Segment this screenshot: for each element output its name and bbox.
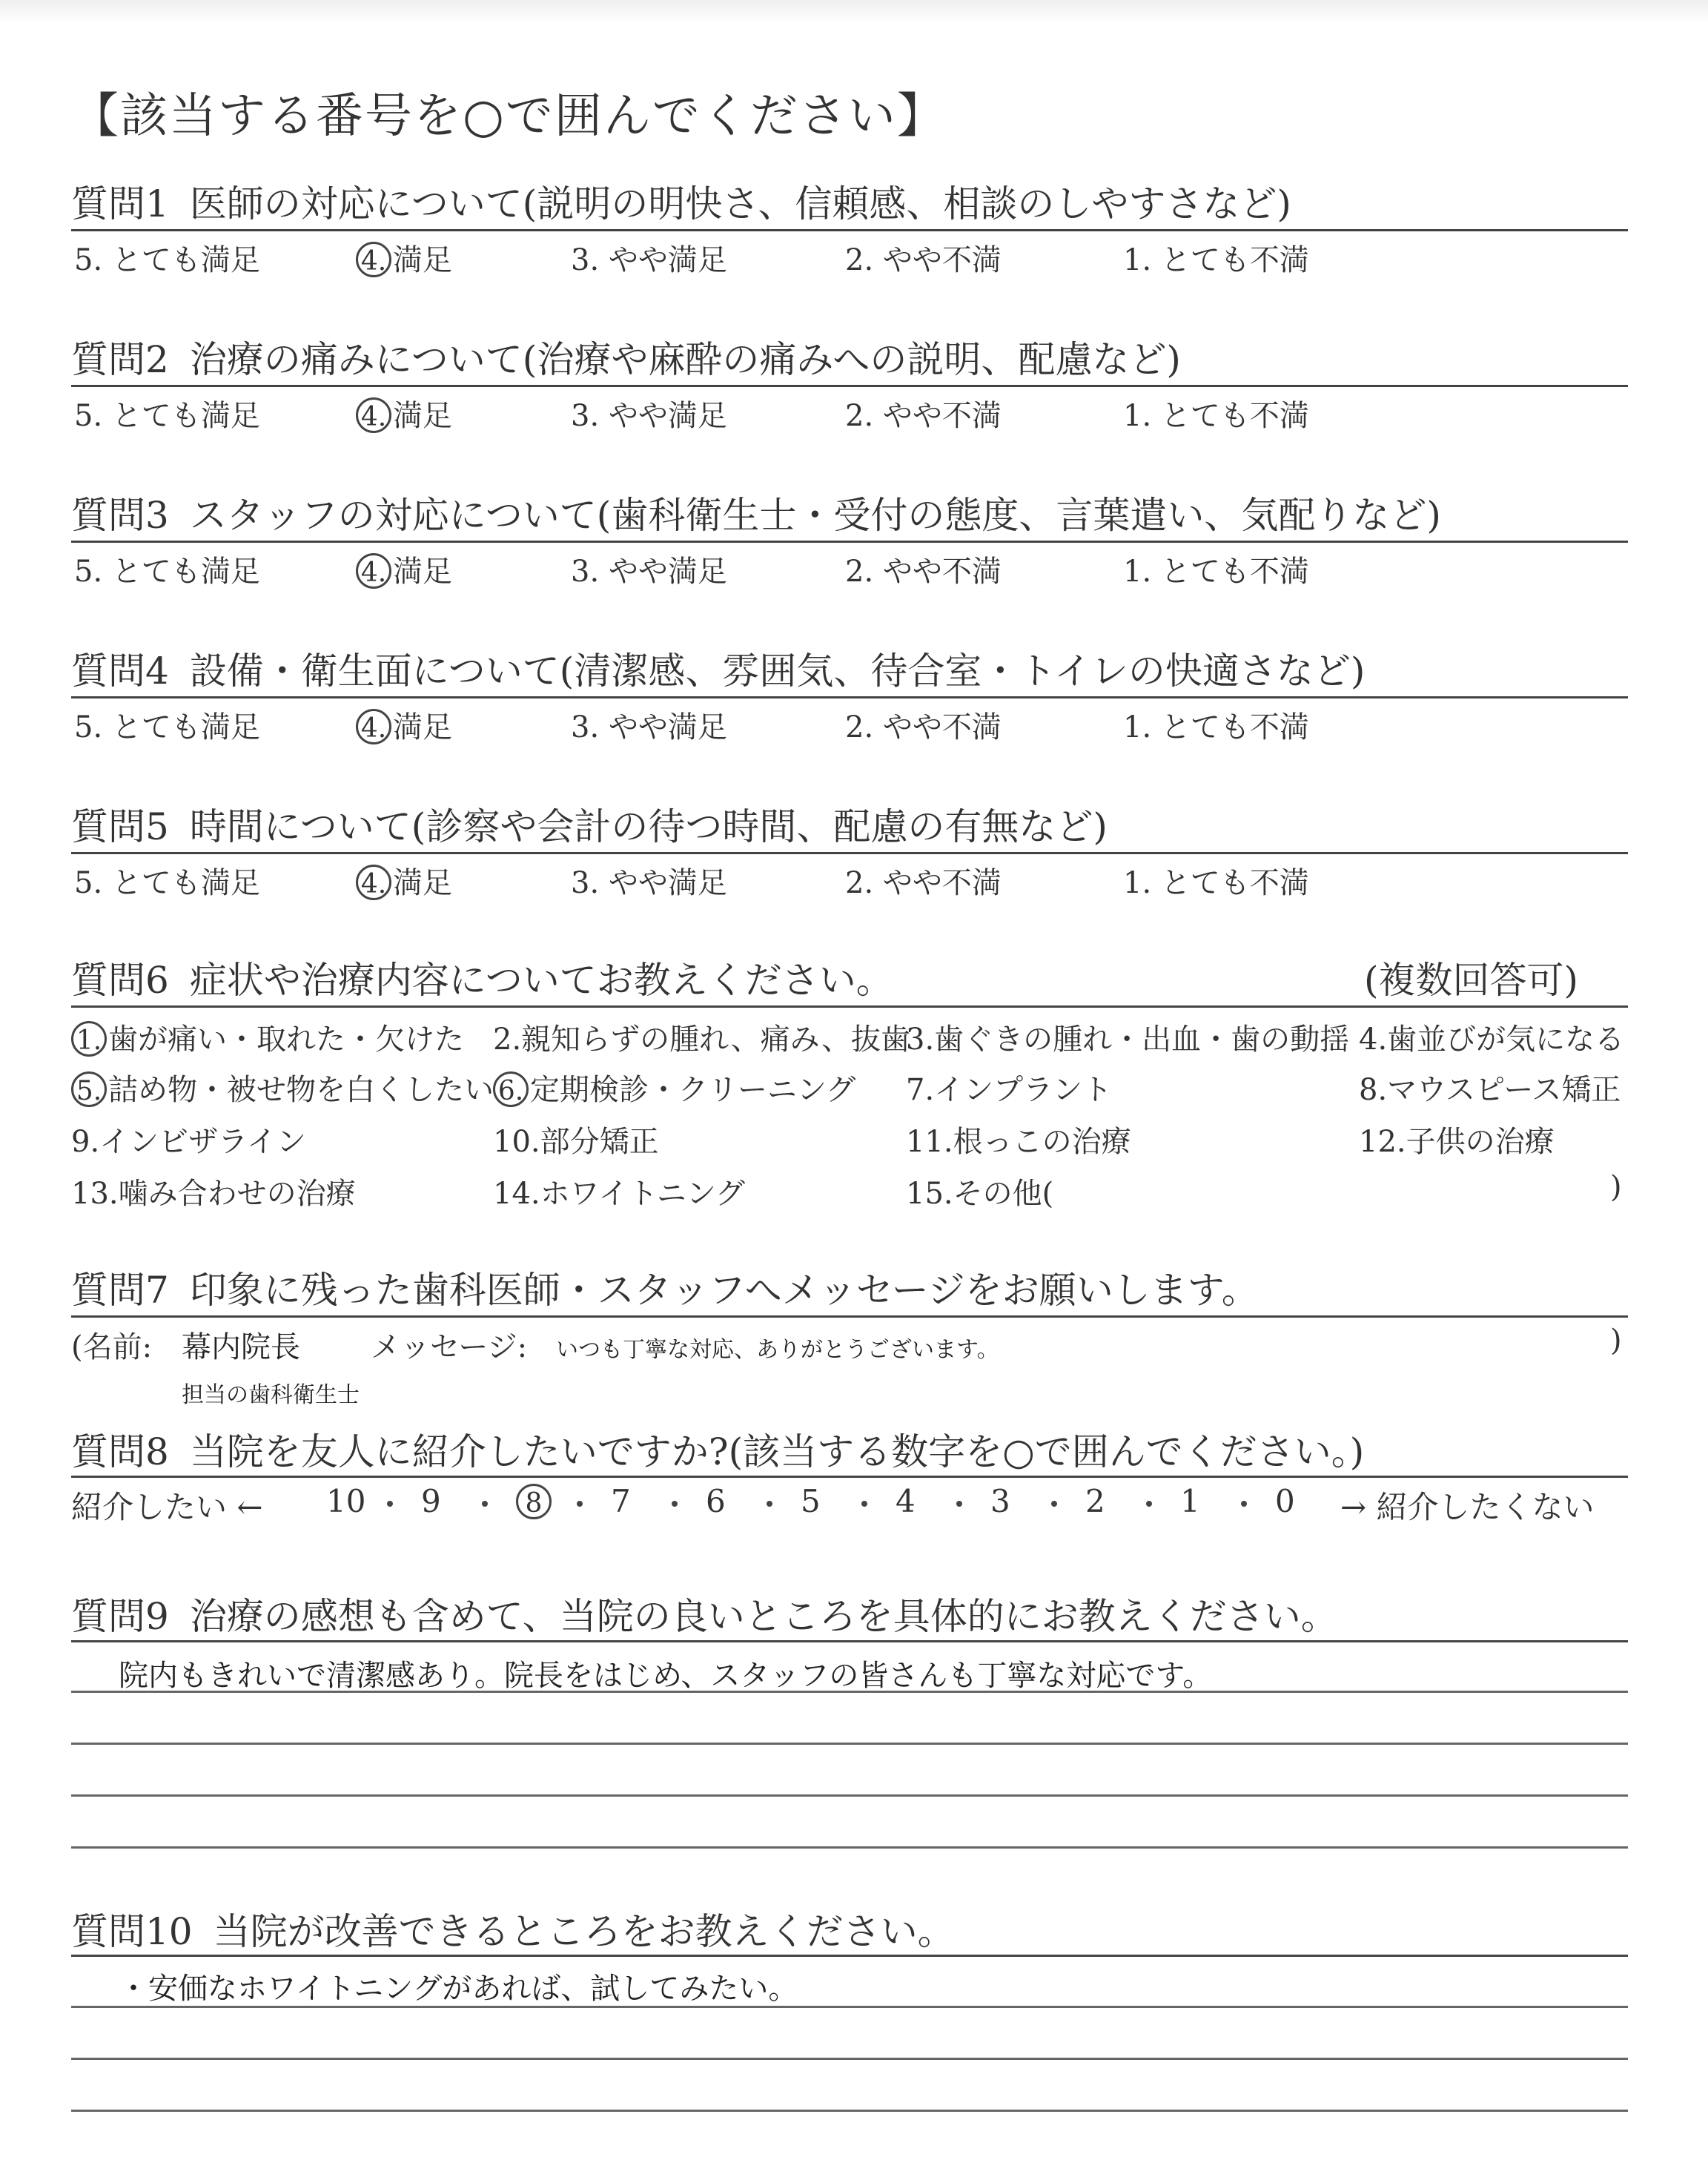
option-label: 満足 — [393, 866, 452, 900]
q7-heading: 質問7 印象に残った歯科医師・スタッフへメッセージをお願いします。 — [71, 1269, 1259, 1312]
scale-separator-dot — [767, 1501, 772, 1507]
option-label: 2. やや不満 — [845, 866, 1002, 900]
option-label: 5. とても満足 — [74, 710, 260, 744]
item-label: インプラント — [934, 1073, 1113, 1107]
q4-option[interactable] — [845, 704, 1002, 746]
q6-item[interactable] — [493, 1118, 659, 1160]
scale-separator-dot — [672, 1501, 678, 1507]
circle-mark: 1. — [71, 1021, 107, 1057]
option-label: 1. とても不満 — [1123, 866, 1309, 900]
q3-option[interactable] — [571, 548, 727, 590]
q2-option[interactable] — [845, 392, 1002, 435]
q9-answer: 院内もきれいで清潔感あり。院長をはじめ、スタッフの皆さんも丁寧な対応です。 — [119, 1659, 1213, 1693]
q9-line-1 — [71, 1691, 1628, 1693]
scale-separator-dot — [1241, 1501, 1247, 1507]
scale-separator-dot — [956, 1501, 962, 1507]
circle-mark: 6. — [493, 1071, 529, 1107]
question-number: 質問1 — [71, 182, 169, 225]
q6-rule — [71, 1005, 1628, 1008]
item-number: 3. — [906, 1023, 935, 1057]
q6-note: (複数回答可) — [1364, 959, 1579, 1002]
question-text: 医師の対応について(説明の明快さ、信頼感、相談のしやすさなど) — [189, 182, 1291, 225]
item-label: 部分矯正 — [540, 1125, 659, 1159]
q8-scale-value[interactable] — [896, 1483, 916, 1519]
option-label: 2. やや不満 — [845, 555, 1002, 589]
circle-mark: 8 — [516, 1484, 552, 1519]
q4-rule — [71, 696, 1628, 698]
item-number: 14. — [493, 1177, 540, 1211]
q4-option[interactable] — [571, 704, 727, 746]
q6-item[interactable] — [493, 1016, 910, 1058]
option-label: 3. やや満足 — [571, 710, 727, 744]
q8-scale-value[interactable] — [326, 1483, 365, 1519]
q8-scale-value[interactable] — [1180, 1483, 1200, 1519]
item-number: 10. — [493, 1125, 540, 1159]
q7-name-value-2: 担当の歯科衛生士 — [182, 1382, 360, 1408]
scale-number: 6 — [706, 1483, 726, 1519]
scan-edge — [0, 0, 1708, 22]
item-label: ホワイトニング — [540, 1177, 746, 1211]
q6-item[interactable] — [906, 1066, 1112, 1109]
q9-rule — [71, 1640, 1628, 1642]
scale-number: 1 — [1180, 1483, 1200, 1519]
q10-answer: ・安価なホワイトニングがあれば、試してみたい。 — [119, 1972, 798, 2006]
q7-close: ) — [1610, 1324, 1622, 1358]
item-label: ) — [1610, 1170, 1622, 1204]
question-number: 質問3 — [71, 494, 169, 537]
item-label: 親知らずの腫れ、痛み、抜歯 — [521, 1023, 910, 1057]
question-number: 質問2 — [71, 338, 169, 381]
q9-line-4 — [71, 1846, 1628, 1849]
item-number: 15. — [906, 1177, 953, 1211]
q6-item[interactable] — [906, 1016, 1349, 1058]
q8-scale-value[interactable] — [801, 1483, 821, 1519]
q4-option[interactable] — [356, 704, 452, 746]
option-label: 1. とても不満 — [1123, 243, 1309, 277]
item-label: 歯が痛い・取れた・欠けた — [108, 1023, 464, 1057]
option-label: 1. とても不満 — [1123, 710, 1309, 744]
item-number: 9. — [71, 1125, 100, 1159]
option-label: 3. やや満足 — [571, 399, 727, 433]
q6-item[interactable] — [906, 1118, 1131, 1160]
option-label: 満足 — [393, 555, 452, 589]
q9-line-2 — [71, 1743, 1628, 1745]
q3-option[interactable] — [845, 548, 1002, 590]
circle-mark: 4. — [356, 709, 391, 744]
item-label: 子供の治療 — [1406, 1125, 1555, 1159]
option-label: 満足 — [393, 399, 452, 433]
item-number: 12. — [1359, 1125, 1406, 1159]
q8-scale-value[interactable] — [421, 1483, 441, 1519]
item-label: 歯並びが気になる — [1387, 1023, 1625, 1057]
item-number: 13. — [71, 1177, 119, 1211]
item-number: 2. — [493, 1023, 522, 1057]
q2-heading — [71, 330, 1181, 383]
scale-separator-dot — [1146, 1501, 1152, 1507]
q6-item[interactable] — [71, 1118, 306, 1160]
option-label: 5. とても満足 — [74, 243, 260, 277]
q4-option[interactable] — [1123, 704, 1309, 746]
question-text: 治療の痛みについて(治療や麻酔の痛みへの説明、配慮など) — [189, 338, 1181, 381]
item-label: インビザライン — [99, 1125, 306, 1159]
q7-name-label: (名前: — [71, 1330, 153, 1364]
scale-number: 9 — [421, 1483, 441, 1519]
q6-item[interactable] — [493, 1066, 855, 1109]
q3-option[interactable] — [356, 548, 452, 590]
option-label: 2. やや不満 — [845, 243, 1002, 277]
q6-item[interactable] — [71, 1016, 464, 1058]
q1-option[interactable] — [74, 237, 260, 279]
option-label: 満足 — [393, 710, 452, 744]
q6-heading: 質問6 症状や治療内容についてお教えください。 — [71, 959, 893, 1002]
question-number: 質問5 — [71, 805, 169, 848]
q1-option[interactable] — [356, 237, 452, 279]
q7-message-label: メッセージ: — [371, 1330, 528, 1364]
option-label: 5. とても満足 — [74, 555, 260, 589]
q8-scale-value[interactable] — [611, 1483, 631, 1519]
question-text: 時間について(診察や会計の待つ時間、配慮の有無など) — [189, 805, 1108, 848]
q10-line-2 — [71, 2058, 1628, 2060]
q1-option[interactable] — [1123, 237, 1309, 279]
q5-option[interactable] — [845, 859, 1002, 902]
scale-number: 10 — [326, 1483, 366, 1519]
q8-scale-value[interactable] — [1085, 1483, 1105, 1519]
item-number: 7. — [906, 1073, 935, 1107]
item-number: 8. — [1359, 1073, 1388, 1107]
q2-option[interactable] — [356, 392, 452, 435]
q9-line-3 — [71, 1794, 1628, 1797]
q1-option[interactable] — [571, 237, 727, 279]
q8-scale-value[interactable] — [990, 1483, 1010, 1519]
item-label: 根っこの治療 — [953, 1125, 1131, 1159]
option-label: 2. やや不満 — [845, 399, 1002, 433]
q6-item[interactable] — [1359, 1118, 1555, 1160]
scale-separator-dot — [482, 1501, 488, 1507]
q6-item[interactable] — [71, 1170, 356, 1212]
option-label: 2. やや不満 — [845, 710, 1002, 744]
q5-option[interactable] — [356, 859, 452, 902]
q2-option[interactable] — [1123, 392, 1309, 435]
scale-number: 5 — [801, 1483, 821, 1519]
option-label: 5. とても満足 — [74, 399, 260, 433]
q1-rule — [71, 229, 1628, 231]
q8-scale-value[interactable] — [706, 1483, 726, 1519]
item-number: 4. — [1359, 1023, 1388, 1057]
option-label: 満足 — [393, 243, 452, 277]
option-label: 1. とても不満 — [1123, 399, 1309, 433]
q5-rule — [71, 852, 1628, 854]
item-label: 噛み合わせの治療 — [118, 1177, 356, 1211]
item-label: 定期検診・クリーニング — [530, 1073, 856, 1107]
q4-heading — [71, 641, 1365, 695]
scale-separator-dot — [861, 1501, 867, 1507]
circle-mark: 4. — [356, 397, 391, 433]
q8-scale-value[interactable] — [1275, 1483, 1295, 1519]
q7-rule — [71, 1315, 1628, 1318]
circle-mark: 4. — [356, 242, 391, 277]
option-label: 5. とても満足 — [74, 866, 260, 900]
circle-mark: 4. — [356, 865, 391, 900]
q6-item[interactable] — [1610, 1170, 1622, 1204]
scale-separator-dot — [577, 1501, 583, 1507]
option-label: 3. やや満足 — [571, 555, 727, 589]
scale-number: 0 — [1275, 1483, 1295, 1519]
q9-heading: 質問9 治療の感想も含めて、当院の良いところを具体的にお教えください。 — [71, 1595, 1338, 1638]
q10-line-1 — [71, 2006, 1628, 2008]
scale-separator-dot — [387, 1501, 393, 1507]
scale-number: 3 — [990, 1483, 1010, 1519]
item-label: その他( — [953, 1177, 1054, 1211]
q8-scale-value[interactable] — [516, 1483, 553, 1519]
q1-heading — [71, 174, 1291, 228]
q6-item[interactable] — [1359, 1066, 1621, 1109]
q7-name-value: 幕内院長 — [182, 1330, 300, 1364]
item-number: 11. — [906, 1125, 953, 1159]
scale-number: 7 — [611, 1483, 631, 1519]
q10-line-3 — [71, 2110, 1628, 2112]
question-text: スタッフの対応について(歯科衛生士・受付の態度、言葉遣い、気配りなど) — [189, 494, 1441, 537]
scale-number: 2 — [1085, 1483, 1105, 1519]
q6-item[interactable] — [71, 1066, 494, 1109]
q10-rule — [71, 1955, 1628, 1957]
q2-rule — [71, 385, 1628, 387]
q5-option[interactable] — [1123, 859, 1309, 902]
q1-option[interactable] — [845, 237, 1002, 279]
q10-heading: 質問10 当院が改善できるところをお教えください。 — [71, 1910, 955, 1953]
q4-option[interactable] — [74, 704, 260, 746]
item-label: 詰め物・被せ物を白くしたい — [108, 1073, 494, 1107]
scale-separator-dot — [1051, 1501, 1057, 1507]
q6-item[interactable] — [1359, 1016, 1624, 1058]
q8-heading: 質問8 当院を友人に紹介したいですか?(該当する数字を○で囲んでください。) — [71, 1430, 1365, 1473]
circle-mark: 5. — [71, 1071, 107, 1107]
q5-heading — [71, 797, 1108, 851]
option-label: 1. とても不満 — [1123, 555, 1309, 589]
page-title: 【該当する番号を○で囲んでください】 — [71, 89, 946, 144]
q6-item[interactable] — [493, 1170, 745, 1212]
item-label: 歯ぐきの腫れ・出血・歯の動揺 — [934, 1023, 1350, 1057]
q3-heading — [71, 486, 1441, 539]
q5-option[interactable] — [74, 859, 260, 902]
q8-right-label: → 紹介したくない — [1340, 1489, 1595, 1525]
option-label: 3. やや満足 — [571, 866, 727, 900]
q3-option[interactable] — [74, 548, 260, 590]
scale-number: 4 — [896, 1483, 916, 1519]
q6-item[interactable] — [906, 1170, 1053, 1212]
q7-message-value: いつも丁寧な対応、ありがとうございます。 — [556, 1337, 999, 1363]
q2-option[interactable] — [571, 392, 727, 435]
question-number: 質問4 — [71, 650, 169, 693]
circle-mark: 4. — [356, 553, 391, 589]
option-label: 3. やや満足 — [571, 243, 727, 277]
q3-option[interactable] — [1123, 548, 1309, 590]
q3-rule — [71, 541, 1628, 543]
q5-option[interactable] — [571, 859, 727, 902]
q8-rule — [71, 1476, 1628, 1478]
q8-left-label: 紹介したい ← — [71, 1489, 263, 1525]
question-text: 設備・衛生面について(清潔感、雰囲気、待合室・トイレの快適さなど) — [189, 650, 1366, 693]
item-label: マウスピース矯正 — [1387, 1073, 1621, 1107]
q2-option[interactable] — [74, 392, 260, 435]
